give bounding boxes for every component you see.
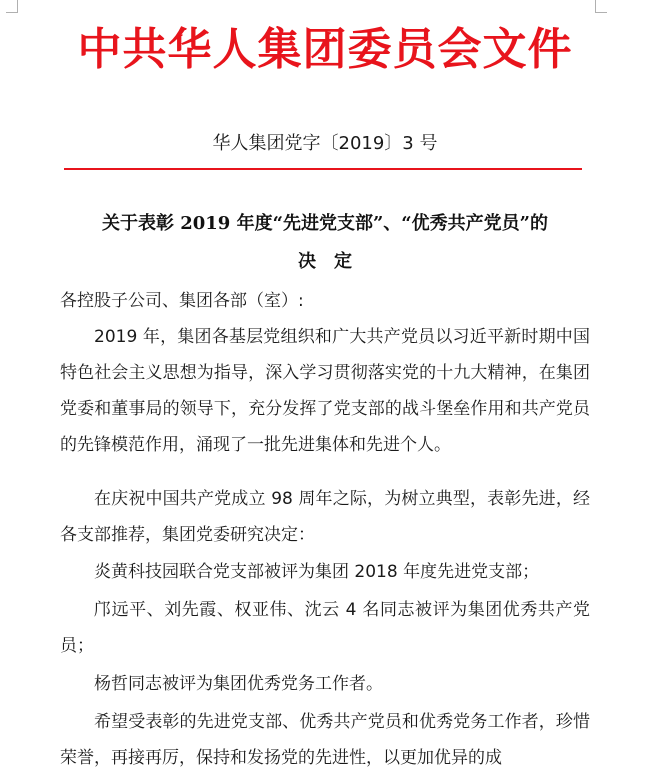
paragraph-3 (60, 554, 590, 590)
paragraph-5 (60, 666, 590, 702)
paragraph-6 (60, 704, 590, 776)
red-divider-line (64, 168, 582, 170)
crop-mark-right-horizontal (595, 12, 607, 13)
crop-mark-left-horizontal (6, 12, 18, 13)
document-number: 华人集团党字〔2019〕3 号 (212, 133, 438, 154)
paragraph-4 (60, 592, 590, 664)
document-title-line-2: 决定 (298, 251, 370, 272)
document-title-line-1: 关于表彰 2019 年度“先进党支部”、“优秀共产党员”的 (101, 213, 549, 234)
crop-mark-right-vertical (595, 0, 596, 12)
salutation: 各控股子公司、集团各部（室）: (60, 291, 304, 311)
paragraph-text: 希望受表彰的先进党支部、优秀共产党员和优秀党务工作者，珍惜荣誉，再接再厉，保持和发扬党的先进性，以更加优异的成 (60, 712, 590, 768)
paragraph-text: 邝远平、刘先霞、权亚伟、沈云 4 名同志被评为集团优秀共产党员； (60, 600, 590, 656)
red-header-title: 中共华人集团委员会文件 (77, 24, 573, 75)
paragraph-text: 2019 年，集团各基层党组织和广大共产党员以习近平新时期中国特色社会主义思想为指导，深入学习贯彻落实党的十九大精神，在集团党委和董事局的领导下，充分发挥了党支部的战斗堡垒作用和共产党员的先锋模范作用，涌现了一批先进集体和先进个人。 (60, 327, 590, 455)
paragraph-2 (60, 481, 590, 553)
paragraph-text: 炎黄科技园联合党支部被评为集团 2018 年度先进党支部； (94, 562, 540, 582)
paragraph-text: 在庆祝中国共产党成立 98 周年之际，为树立典型，表彰先进，经各支部推荐，集团党委研究决定： (60, 489, 590, 545)
crop-mark-left-vertical (17, 0, 18, 12)
paragraph-text: 杨哲同志被评为集团优秀党务工作者。 (94, 674, 383, 694)
paragraph-1 (60, 319, 590, 463)
